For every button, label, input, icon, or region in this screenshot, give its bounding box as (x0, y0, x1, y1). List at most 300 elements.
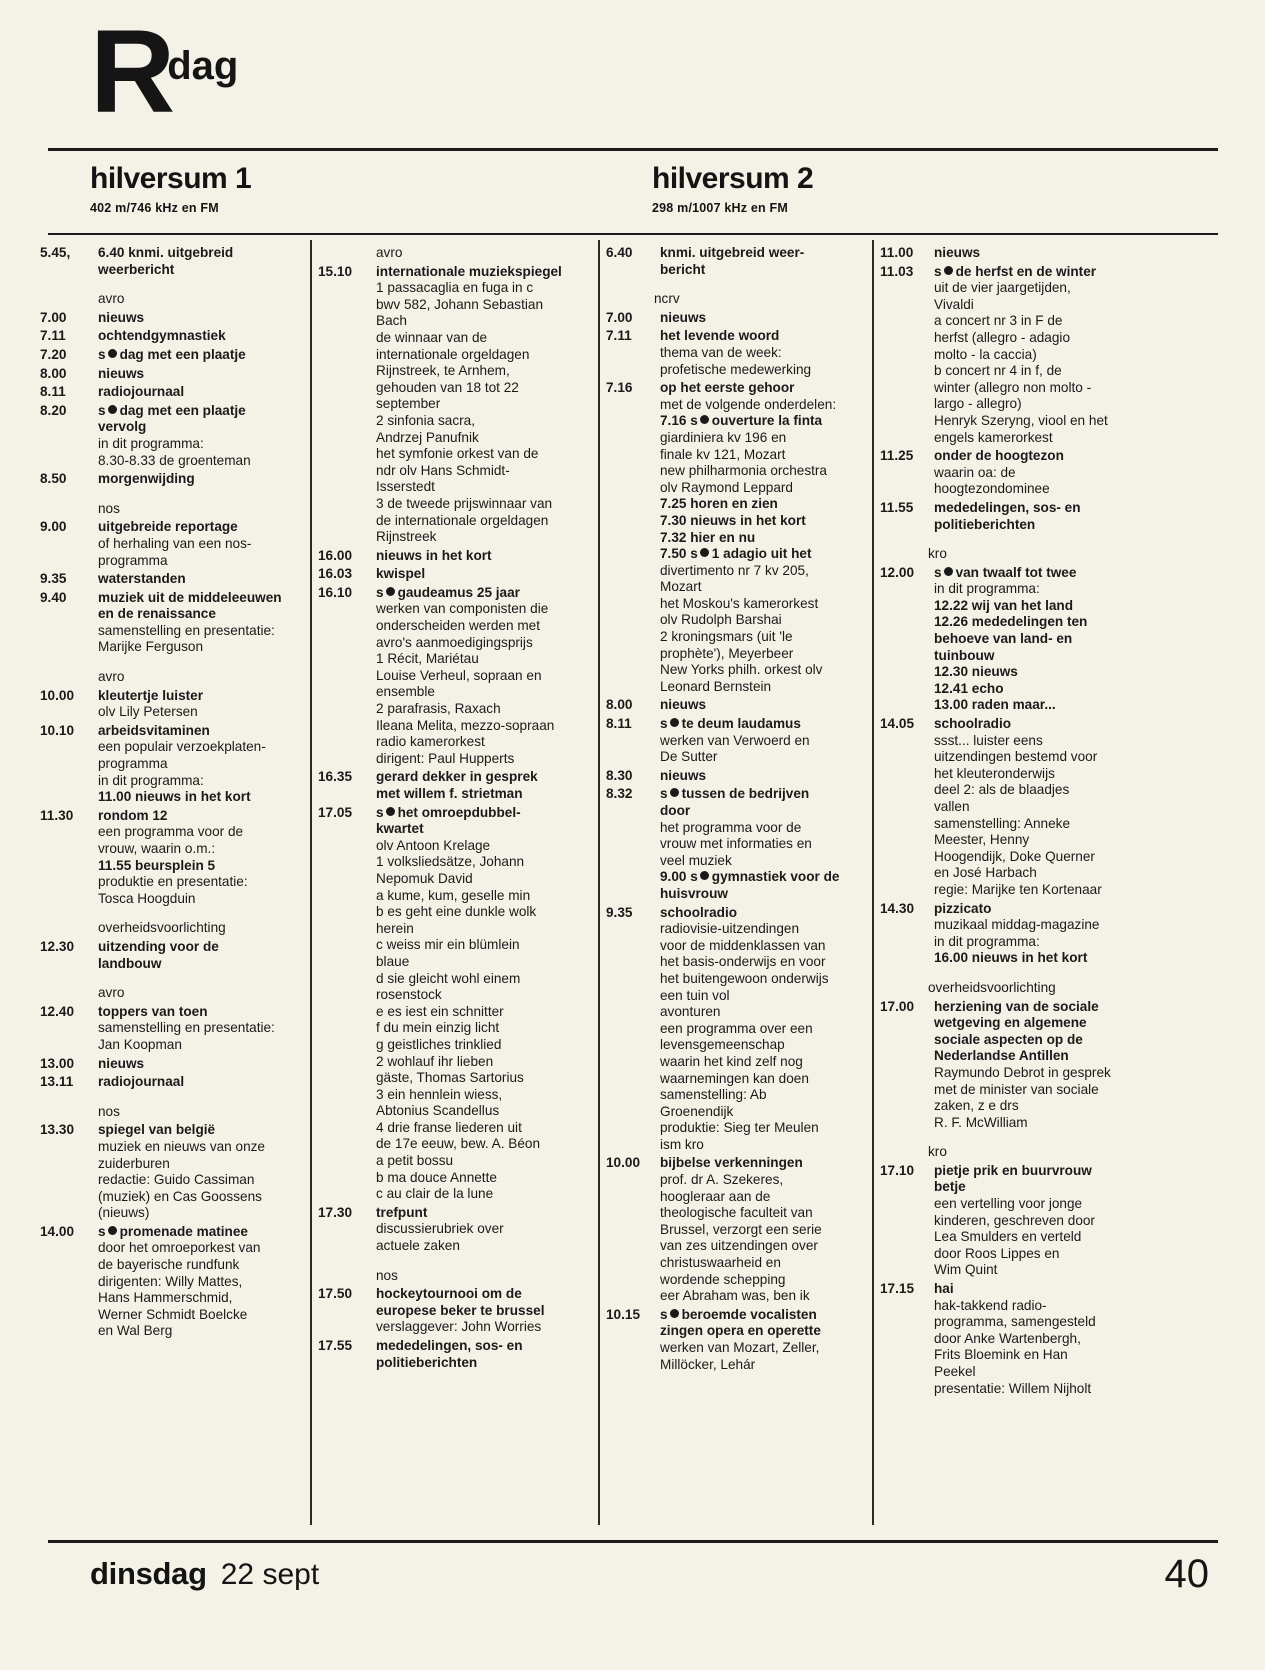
programme-line: prophète'), Meyerbeer (660, 645, 794, 661)
programme-line: hai (934, 1281, 954, 1297)
programme-time: 17.05 (318, 804, 353, 820)
programme-line: politieberichten (376, 1354, 478, 1370)
programme-line: s tussen de bedrijven (660, 786, 810, 802)
programme-time: 9.00 (40, 519, 67, 535)
programme-line: (muziek) en Cas Goossens (98, 1188, 262, 1204)
programme-line: pizzicato (934, 900, 992, 916)
programme-line: schoolradio (934, 716, 1012, 732)
spacer (40, 1093, 302, 1104)
programme-line: 12.26 mededelingen ten (934, 614, 1088, 630)
programme-line: zaken, z e drs (934, 1098, 1019, 1114)
programme-line: Isserstedt (376, 479, 435, 495)
programme-line: Tosca Hoogduin (98, 890, 196, 906)
programme-line: morgenwijding (98, 471, 195, 487)
column-separator-2 (598, 240, 600, 1525)
programme-line: 7.25 horen en zien (660, 496, 778, 512)
programme-line: s te deum laudamus (660, 716, 801, 732)
programme-time: 7.20 (40, 346, 67, 362)
programme-entry (40, 310, 302, 327)
programme-line: zuiderburen (98, 1155, 170, 1171)
footer-date: 22 sept (220, 1558, 320, 1591)
programme-line: door Anke Wartenbergh, (934, 1330, 1081, 1346)
programme-entry (880, 565, 1140, 714)
programme-entry (606, 786, 864, 902)
programme-line: herein (376, 920, 414, 936)
programme-entry (40, 1074, 302, 1091)
programme-body (98, 245, 302, 278)
programme-line: hoogtezondominee (934, 481, 1050, 497)
programme-line: olv Rudolph Barshai (660, 612, 782, 628)
programme-line: kwartet (376, 821, 424, 837)
programme-entry (40, 571, 302, 588)
programme-line: winter (allegro non molto - (934, 379, 1092, 395)
programme-body (376, 769, 590, 802)
programme-body (660, 245, 864, 278)
programme-line: spiegel van belgië (98, 1122, 216, 1138)
programme-line: levensgemeenschap (660, 1037, 785, 1053)
programme-line: thema van de week: (660, 344, 782, 360)
programme-time: 8.50 (40, 471, 67, 487)
programme-line: bericht (660, 261, 706, 277)
programme-line: het basis-onderwijs en voor (660, 954, 826, 970)
programme-line: Rijnstreek (376, 529, 437, 545)
station-frequency: 402 m/746 kHz en FM (90, 201, 219, 215)
programme-line: muzikaal middag-magazine (934, 917, 1100, 933)
programme-line: landbouw (98, 955, 162, 971)
programme-line: divertimento nr 7 kv 205, (660, 562, 809, 578)
programme-time: 7.11 (40, 328, 66, 344)
programme-time: 16.35 (318, 769, 353, 785)
programme-entry (880, 901, 1140, 967)
programme-line: s de herfst en de winter (934, 263, 1097, 279)
programme-line: samenstelling: Anneke (934, 815, 1071, 831)
programme-line: redactie: Guido Cassiman (98, 1172, 255, 1188)
programme-time: 8.11 (40, 384, 66, 400)
stereo-dot-icon (108, 1226, 117, 1235)
programme-line: 12.22 wij van het land (934, 597, 1074, 613)
programme-line: b ma douce Annette (376, 1169, 497, 1185)
programme-line: 3 de tweede prijswinnaar van (376, 495, 553, 511)
programme-line: internationale muziekspiegel (376, 263, 562, 279)
programme-time: 5.45, (40, 245, 71, 260)
programme-time: 9.40 (40, 589, 67, 605)
programme-line: s dag met een plaatje (98, 402, 246, 418)
programme-line: nieuws (98, 365, 145, 381)
stereo-dot-icon (108, 405, 117, 414)
column-separator-1 (310, 240, 312, 1525)
programme-line: toppers van toen (98, 1003, 208, 1019)
programme-line: 6.40 knmi. uitgebreid (98, 245, 234, 260)
programme-line: vrouw met informaties en (660, 836, 812, 852)
schedule-column-1 (40, 245, 302, 1342)
programme-entry (880, 245, 1140, 262)
programme-line: zingen opera en operette (660, 1323, 821, 1339)
programme-line: regie: Marijke ten Kortenaar (934, 881, 1102, 897)
programme-time: 10.00 (40, 687, 75, 703)
programme-time: 17.15 (880, 1281, 915, 1297)
programme-time: 12.40 (40, 1003, 75, 1019)
programme-line: largo - allegro) (934, 396, 1022, 412)
programme-line: produktie en presentatie: (98, 874, 248, 890)
programme-entry (40, 347, 302, 364)
programme-body (660, 697, 864, 714)
programme-entry (318, 585, 590, 768)
programme-line: een programma voor de (98, 824, 244, 840)
programme-entry (40, 471, 302, 488)
programme-line: veel muziek (660, 852, 732, 868)
programme-line: op het eerste gehoor (660, 380, 795, 396)
programme-time: 11.30 (40, 807, 74, 823)
programme-line: onderscheiden werden met (376, 618, 540, 634)
programme-line: s gaudeamus 25 jaar (376, 584, 520, 600)
programme-body (98, 1056, 302, 1073)
programme-line: 1 Récit, Mariétau (376, 651, 479, 667)
programme-line: uitgebreide reportage (98, 519, 238, 535)
programme-body (376, 1286, 590, 1336)
programme-line: 8.30-8.33 de groenteman (98, 452, 251, 468)
programme-body (98, 384, 302, 401)
programme-line: new philharmonia orchestra (660, 463, 827, 479)
programme-line: Brussel, verzorgt een serie (660, 1221, 822, 1237)
programme-body (934, 500, 1140, 533)
programme-entry (880, 716, 1140, 899)
programme-line: in dit programma: (98, 435, 204, 451)
programme-line: 2 wohlauf ihr lieben (376, 1053, 494, 1069)
programme-line: vrouw, waarin o.m.: (98, 841, 216, 856)
programme-body (98, 723, 302, 806)
programme-line: e es iest ein schnitter (376, 1003, 504, 1019)
programme-entry (40, 939, 302, 972)
programme-line: theologische faculteit van (660, 1205, 813, 1221)
programme-line: nieuws (934, 245, 981, 260)
programme-body (98, 366, 302, 383)
programme-line: Werner Schmidt Boelcke (98, 1306, 248, 1322)
programme-body (98, 808, 302, 908)
programme-line: waarnemingen kan doen (660, 1070, 809, 1086)
programme-line: door Roos Lippes en (934, 1245, 1060, 1261)
divider-bottom (48, 1540, 1218, 1543)
programme-line: 13.00 raden maar... (934, 697, 1056, 713)
programme-line: programma (98, 756, 168, 772)
programme-line: ssst... luister eens (934, 732, 1043, 748)
programme-line: R. F. McWilliam (934, 1114, 1028, 1130)
programme-entry (318, 548, 590, 565)
programme-body (98, 1122, 302, 1222)
programme-body (98, 1074, 302, 1091)
programme-line: a kume, kum, geselle min (376, 887, 531, 903)
programme-line: f du mein einzig licht (376, 1020, 500, 1036)
programme-entry (318, 1205, 590, 1255)
programme-time: 17.50 (318, 1286, 353, 1302)
programme-line: s beroemde vocalisten (660, 1306, 817, 1322)
programme-line: 7.16 s ouverture la finta (660, 413, 823, 429)
programme-time: 13.11 (40, 1074, 74, 1090)
programme-body (934, 901, 1140, 967)
spacer (606, 280, 864, 291)
programme-line: profetische medewerking (660, 361, 812, 377)
programme-entry (318, 566, 590, 583)
programme-entry (40, 1056, 302, 1073)
programme-line: De Sutter (660, 749, 718, 765)
programme-line: nieuws (660, 309, 707, 325)
programme-line: radiojournaal (98, 384, 185, 400)
programme-line: rosenstock (376, 987, 442, 1003)
programme-line: tuinbouw (934, 647, 995, 663)
programme-line: radio kamerorkest (376, 734, 485, 750)
programme-time: 8.30 (606, 767, 633, 783)
broadcaster-label: overheidsvoorlichting (928, 979, 1056, 995)
programme-line: samenstelling en presentatie: (98, 1020, 275, 1036)
programme-line: kleutertje luister (98, 687, 204, 703)
programme-time: 15.10 (318, 263, 353, 279)
programme-line: bijbelse verkenningen (660, 1155, 803, 1171)
programme-line: muziek uit de middeleeuwen (98, 589, 282, 605)
programme-entry (40, 1224, 302, 1340)
programme-line: pietje prik en buurvrouw (934, 1162, 1092, 1178)
programme-body (98, 310, 302, 327)
programme-line: mededelingen, sos- en (934, 499, 1081, 515)
programme-line: 2 kroningsmars (uit 'le (660, 629, 793, 645)
stereo-dot-icon (944, 266, 953, 275)
programme-time: 8.20 (40, 402, 67, 418)
broadcaster-label: nos (98, 500, 120, 516)
programme-line: hoogleraar aan de (660, 1188, 771, 1204)
programme-line: Nederlandse Antillen (934, 1048, 1069, 1064)
programme-entry (40, 688, 302, 721)
programme-body (98, 1004, 302, 1054)
station-header-hilversum-2 (652, 162, 813, 215)
programme-line: waarin het kind zelf nog (660, 1053, 803, 1069)
programme-body (660, 768, 864, 785)
spacer (880, 535, 1140, 546)
programme-line: Bach (376, 313, 407, 329)
programme-line: Frits Bloemink en Han (934, 1347, 1068, 1363)
programme-line: Millöcker, Lehár (660, 1356, 756, 1372)
programme-line: door (660, 803, 691, 818)
stereo-dot-icon (944, 567, 953, 576)
programme-line: de internationale orgeldagen (376, 512, 549, 528)
programme-line: 7.30 nieuws in het kort (660, 512, 806, 528)
programme-line: en José Harbach (934, 865, 1037, 881)
programme-line: in dit programma: (934, 933, 1040, 949)
programme-line: politieberichten (934, 516, 1036, 532)
programme-line: hockeytournooi om de (376, 1286, 522, 1302)
programme-time: 16.03 (318, 566, 353, 582)
programme-line: Marijke Ferguson (98, 639, 204, 655)
programme-body (934, 999, 1140, 1132)
programme-line: met de minister van sociale (934, 1081, 1099, 1097)
programme-time: 16.10 (318, 584, 353, 600)
programme-line: betje (934, 1179, 966, 1195)
programme-line: d sie gleicht wohl einem (376, 970, 521, 986)
programme-line: werken van Mozart, Zeller, (660, 1340, 820, 1355)
programme-body (660, 716, 864, 766)
programme-line: Groenendijk (660, 1103, 734, 1119)
programme-body (98, 688, 302, 721)
masthead (90, 6, 239, 138)
programme-entry (40, 1004, 302, 1054)
masthead-word: dag (167, 44, 239, 88)
programme-line: ism kro (660, 1136, 704, 1152)
programme-line: de winnaar van de (376, 329, 488, 345)
programme-body (98, 1224, 302, 1340)
programme-line: nieuws (660, 767, 707, 783)
programme-body (934, 448, 1140, 498)
programme-line: gäste, Thomas Sartorius (376, 1070, 524, 1086)
programme-line: voor de middenklassen van (660, 937, 826, 953)
programme-line: 12.41 echo (934, 680, 1004, 696)
programme-entry (606, 245, 864, 278)
programme-time: 11.03 (880, 263, 914, 279)
programme-line: 12.30 nieuws (934, 664, 1018, 680)
programme-line: uitzendingen bestemd voor (934, 749, 1098, 765)
programme-line: giardiniera kv 196 en (660, 429, 787, 445)
programme-body (376, 548, 590, 565)
programme-entry (40, 1122, 302, 1222)
programme-time: 17.30 (318, 1204, 353, 1220)
broadcaster-label: nos (98, 1103, 120, 1119)
divider-under-stations (48, 233, 1218, 235)
programme-line: met willem f. strietman (376, 786, 523, 801)
programme-entry (606, 310, 864, 327)
programme-time: 14.30 (880, 900, 915, 916)
programme-body (934, 1281, 1140, 1397)
programme-line: ndr olv Hans Schmidt- (376, 462, 510, 478)
programme-line: olv Raymond Leppard (660, 479, 793, 495)
stereo-dot-icon (670, 1309, 679, 1318)
programme-time: 13.30 (40, 1122, 75, 1138)
programme-entry (606, 328, 864, 378)
programme-entry (40, 366, 302, 383)
programme-body (934, 245, 1140, 262)
spacer (880, 969, 1140, 980)
programme-line: een vertelling voor jonge (934, 1196, 1083, 1212)
column-separator-3 (872, 240, 874, 1525)
programme-time: 14.00 (40, 1223, 75, 1239)
programme-line: huisvrouw (660, 885, 728, 901)
programme-line: Henryk Szeryng, viool en het (934, 412, 1108, 428)
schedule-column-2 (318, 245, 590, 1373)
programme-line: Jan Koopman (98, 1036, 182, 1052)
programme-time: 8.32 (606, 786, 633, 802)
programme-line: ochtendgymnastiek (98, 328, 226, 344)
programme-body (934, 1163, 1140, 1279)
programme-line: s het omroepdubbel- (376, 804, 521, 820)
spacer (40, 909, 302, 920)
programme-line: weerbericht (98, 261, 175, 277)
programme-line: trefpunt (376, 1204, 428, 1220)
programme-line: Leonard Bernstein (660, 678, 772, 694)
programme-entry (606, 716, 864, 766)
programme-body (98, 571, 302, 588)
programme-line: engels kamerorkest (934, 429, 1053, 445)
programme-line: eer Abraham was, ben ik (660, 1288, 810, 1304)
programme-entry (880, 999, 1140, 1132)
programme-line: b es geht eine dunkle wolk (376, 904, 537, 920)
programme-body (660, 328, 864, 378)
programme-line: schoolradio (660, 904, 738, 920)
programme-line: s van twaalf tot twee (934, 564, 1077, 580)
programme-line: het programma voor de (660, 819, 802, 835)
stereo-dot-icon (670, 718, 679, 727)
stereo-dot-icon (386, 807, 395, 816)
programme-line: a concert nr 3 in F de (934, 313, 1063, 329)
programme-line: wordende schepping (660, 1271, 786, 1287)
programme-line: produktie: Sieg ter Meulen (660, 1120, 819, 1136)
programme-line: in dit programma: (934, 581, 1040, 597)
programme-line: 11.00 nieuws in het kort (98, 789, 251, 805)
programme-line: Peekel (934, 1364, 976, 1379)
programme-line: vallen (934, 799, 970, 814)
programme-line: Lea Smulders en verteld (934, 1229, 1082, 1245)
programme-time: 10.00 (606, 1155, 641, 1171)
programme-body (98, 328, 302, 345)
divider-top (48, 148, 1218, 151)
programme-entry (318, 805, 590, 1203)
programme-body (660, 380, 864, 695)
footer-weekday: dinsdag (90, 1556, 207, 1591)
broadcaster-label: avro (98, 291, 125, 307)
programme-line: een populair verzoekplaten- (98, 739, 266, 755)
stereo-dot-icon (108, 349, 117, 358)
programme-line: Mozart (660, 579, 702, 595)
programme-line: blaue (376, 953, 410, 969)
programme-entry (606, 697, 864, 714)
spacer (40, 658, 302, 669)
footer-date-block (90, 1556, 319, 1592)
programme-time: 11.25 (880, 448, 914, 464)
broadcaster-label: kro (928, 546, 947, 562)
programme-line: waarin oa: de (934, 464, 1016, 480)
programme-line: arbeidsvitaminen (98, 722, 210, 738)
programme-line: 16.00 nieuws in het kort (934, 950, 1088, 966)
programme-line: een tuin vol (660, 987, 730, 1003)
stereo-dot-icon (670, 788, 679, 797)
programme-entry (606, 1307, 864, 1373)
station-frequency: 298 m/1007 kHz en FM (652, 201, 789, 215)
stereo-dot-icon (386, 587, 395, 596)
programme-line: nieuws (660, 697, 707, 713)
programme-line: 1 volksliedsätze, Johann (376, 854, 525, 870)
programme-line: programma (98, 552, 168, 568)
programme-line: radiovisie-uitzendingen (660, 921, 800, 937)
programme-line: werken van Verwoerd en (660, 732, 810, 748)
programme-line: g geistliches trinklied (376, 1036, 502, 1052)
programme-line: s dag met een plaatje (98, 346, 246, 362)
programme-line: de 17e eeuw, bew. A. Béon (376, 1136, 541, 1152)
programme-line: programma, samengesteld (934, 1314, 1096, 1330)
programme-body (376, 566, 590, 583)
programme-entry (880, 500, 1140, 533)
spacer (40, 490, 302, 501)
programme-line: europese beker te brussel (376, 1302, 545, 1318)
programme-entry (318, 264, 590, 546)
programme-entry (880, 448, 1140, 498)
programme-time: 8.11 (606, 716, 632, 732)
programme-time: 17.00 (880, 998, 915, 1014)
programme-line: gehouden van 18 tot 22 (376, 379, 519, 395)
programme-body (934, 264, 1140, 447)
programme-line: 7.50 s 1 adagio uit het (660, 546, 812, 562)
programme-line: kwispel (376, 566, 426, 582)
programme-line: deel 2: als de blaadjes (934, 782, 1070, 798)
programme-line: 2 sinfonia sacra, (376, 412, 475, 428)
programme-line: avonturen (660, 1004, 721, 1020)
programme-entry (606, 380, 864, 695)
programme-body (376, 805, 590, 1203)
programme-line: of herhaling van een nos- (98, 535, 252, 551)
programme-line: avro's aanmoedigingsprijs (376, 634, 533, 650)
